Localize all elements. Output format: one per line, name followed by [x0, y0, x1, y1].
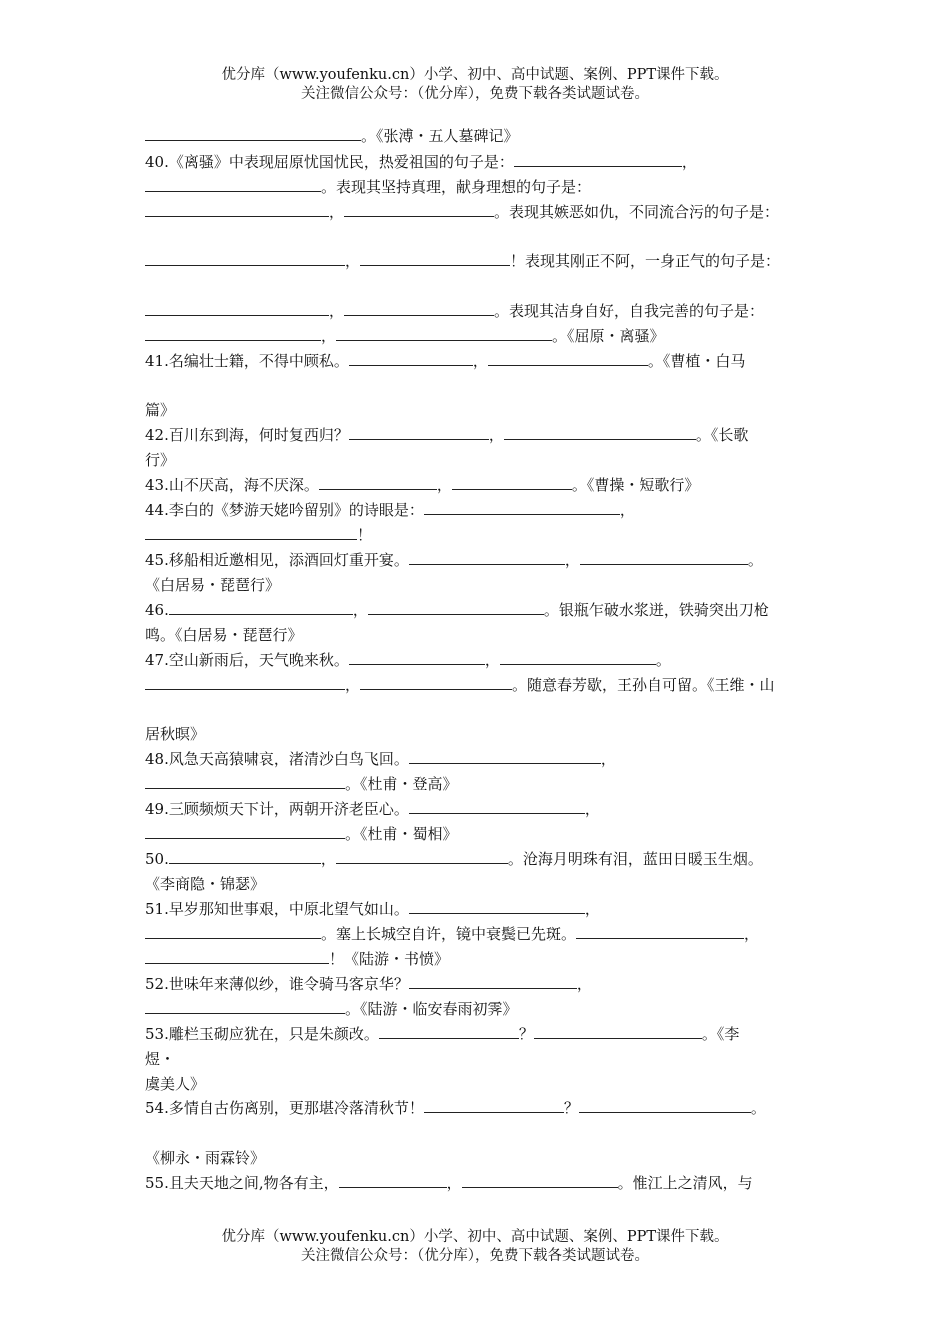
answer-blank[interactable] — [488, 352, 648, 366]
question-40-line-6: ， 。《屈原・离骚》 — [145, 326, 665, 346]
question-41-line-2: 篇》 — [145, 401, 176, 419]
answer-blank[interactable] — [462, 1174, 618, 1188]
answer-blank[interactable] — [145, 1000, 345, 1014]
question-52: 52.世味年来薄似纱，谁令骑马客京华？ ， — [145, 975, 592, 993]
question-52-line-2: 。《陆游・临安春雨初霁》 — [145, 999, 518, 1019]
question-40-line-5: ， 。表现其洁身自好，自我完善的句子是： — [145, 301, 764, 321]
answer-blank[interactable] — [360, 676, 512, 690]
answer-blank[interactable] — [145, 925, 321, 939]
answer-blank[interactable] — [145, 950, 329, 964]
question-40-line-4: ， ！表现其刚正不阿，一身正气的句子是： — [145, 251, 780, 271]
answer-blank[interactable] — [344, 302, 494, 316]
question-51-line-2: 。塞上长城空自许，镜中衰鬓已先斑。 ， — [145, 924, 759, 944]
answer-blank[interactable] — [349, 426, 489, 440]
answer-blank[interactable] — [424, 501, 620, 515]
question-41: 41.名编壮士籍，不得中顾私。 ， 。《曹植・白马 — [145, 352, 746, 370]
answer-blank[interactable] — [145, 825, 345, 839]
page-footer — [0, 1228, 950, 1266]
question-40-line-3: ， 。表现其嫉恶如仇，不同流合污的句子是： — [145, 202, 779, 222]
header-line-1: 优分库（www.youfenku.cn）小学、初中、高中试题、案例、PPT课件下载。 — [221, 67, 729, 83]
answer-blank[interactable] — [504, 426, 696, 440]
question-49: 49.三顾频烦天下计，两朝开济老臣心。 ， — [145, 800, 600, 818]
answer-blank[interactable] — [145, 203, 329, 217]
answer-blank[interactable] — [145, 178, 321, 192]
question-42: 42.百川东到海，何时复西归？ ， 。《长歌 — [145, 426, 749, 444]
question-46: 46. ， 。银瓶乍破水浆迸，铁骑突出刀枪 — [145, 601, 769, 619]
answer-blank[interactable] — [169, 850, 321, 864]
answer-blank[interactable] — [344, 203, 494, 217]
answer-blank[interactable] — [409, 900, 585, 914]
answer-blank[interactable] — [145, 775, 345, 789]
question-53-line-3: 虞美人》 — [145, 1075, 206, 1093]
header-line-2: 关注微信公众号：（优分库），免费下载各类试题试卷。 — [301, 86, 649, 102]
question-39-tail: 。《张溥・五人墓碑记》 — [145, 126, 519, 146]
question-45-line-2: 《白居易・琵琶行》 — [145, 576, 281, 594]
answer-blank[interactable] — [145, 302, 329, 316]
answer-blank[interactable] — [379, 1025, 519, 1039]
question-51: 51.早岁那知世事艰，中原北望气如山。 ， — [145, 900, 600, 918]
answer-blank[interactable] — [409, 750, 601, 764]
answer-blank[interactable] — [409, 800, 585, 814]
answer-blank[interactable] — [145, 526, 357, 540]
question-42-line-2: 行》 — [145, 451, 176, 469]
question-43: 43.山不厌高，海不厌深。 ， 。《曹操・短歌行》 — [145, 476, 700, 494]
question-45: 45.移船相近邀相见，添酒回灯重开宴。 ， 。 — [145, 551, 763, 569]
question-47-line-2: ， 。随意春芳歇，王孙自可留。《王维・山 — [145, 675, 775, 695]
answer-blank[interactable] — [169, 601, 353, 615]
question-44-line-2: ！ — [145, 525, 372, 545]
answer-blank[interactable] — [145, 127, 361, 141]
answer-blank[interactable] — [349, 352, 473, 366]
answer-blank[interactable] — [360, 252, 510, 266]
answer-blank[interactable] — [336, 850, 508, 864]
question-48-line-2: 。《杜甫・登高》 — [145, 774, 458, 794]
answer-blank[interactable] — [368, 601, 544, 615]
answer-blank[interactable] — [145, 676, 345, 690]
question-55: 55.且夫天地之间,物各有主， ， 。惟江上之清风，与 — [145, 1174, 753, 1192]
answer-blank[interactable] — [145, 327, 321, 341]
question-50: 50. ， 。沧海月明珠有泪，蓝田日暖玉生烟。 — [145, 850, 763, 868]
answer-blank[interactable] — [336, 327, 552, 341]
answer-blank[interactable] — [534, 1025, 702, 1039]
footer-line-1: 优分库（www.youfenku.cn）小学、初中、高中试题、案例、PPT课件下载。 — [221, 1229, 729, 1245]
question-40: 40.《离骚》中表现屈原忧国忧民，热爱祖国的句子是： ， — [145, 153, 697, 171]
answer-blank[interactable] — [145, 252, 345, 266]
page-header — [0, 66, 950, 104]
answer-blank[interactable] — [514, 153, 682, 167]
answer-blank[interactable] — [409, 975, 577, 989]
answer-blank[interactable] — [452, 476, 572, 490]
question-47-line-3: 居秋暝》 — [145, 725, 206, 743]
answer-blank[interactable] — [580, 551, 748, 565]
answer-blank[interactable] — [579, 1099, 751, 1113]
question-54: 54.多情自古伤离别，更那堪冷落清秋节！ ？ 。 — [145, 1099, 766, 1117]
question-54-line-2: 《柳永・雨霖铃》 — [145, 1149, 266, 1167]
question-48: 48.风急天高猿啸哀，渚清沙白鸟飞回。 ， — [145, 750, 616, 768]
answer-blank[interactable] — [576, 925, 744, 939]
question-46-line-2: 鸣。《白居易・琵琶行》 — [145, 626, 303, 644]
answer-blank[interactable] — [409, 551, 565, 565]
question-53: 53.雕栏玉砌应犹在，只是朱颜改。 ？ 。《李 — [145, 1025, 740, 1043]
answer-blank[interactable] — [339, 1174, 447, 1188]
answer-blank[interactable] — [319, 476, 437, 490]
answer-blank[interactable] — [349, 651, 485, 665]
question-44: 44.李白的《梦游天姥吟留别》的诗眼是： ， — [145, 501, 635, 519]
answer-blank[interactable] — [500, 651, 656, 665]
footer-line-2: 关注微信公众号：（优分库），免费下载各类试题试卷。 — [301, 1248, 649, 1264]
question-50-line-2: 《李商隐・锦瑟》 — [145, 875, 266, 893]
question-51-line-3: ！《陆游・书愤》 — [145, 949, 449, 969]
question-40-line-2: 。表现其坚持真理，献身理想的句子是： — [145, 177, 591, 197]
answer-blank[interactable] — [424, 1099, 564, 1113]
question-49-line-2: 。《杜甫・蜀相》 — [145, 824, 458, 844]
question-53-line-2: 煜・ — [145, 1050, 176, 1068]
question-47: 47.空山新雨后，天气晚来秋。 ， 。 — [145, 651, 671, 669]
